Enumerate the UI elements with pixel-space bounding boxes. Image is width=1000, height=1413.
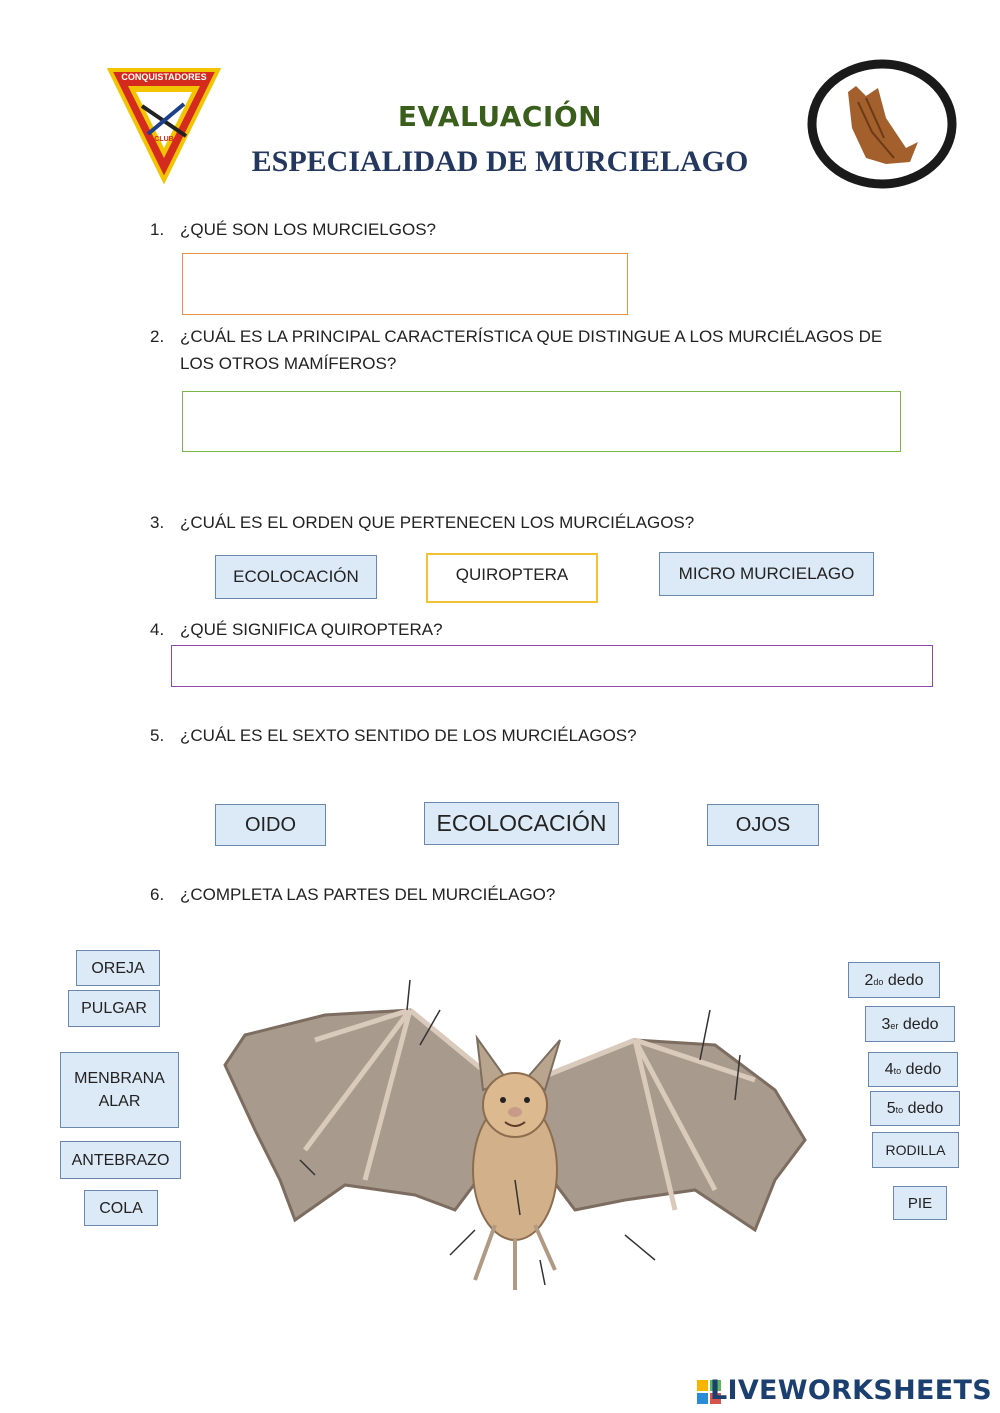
label-pulgar[interactable]: PULGAR [68,990,160,1027]
label-4to-dedo[interactable] [868,1052,958,1087]
label-suffix: do [873,976,884,987]
option-quiroptera[interactable]: QUIROPTERA [426,553,598,603]
answer-1-input[interactable] [182,253,628,315]
question-number: 2. [150,327,165,346]
page-title: EVALUACIÓN [397,100,603,133]
bat-illustration [215,970,815,1300]
label-5to-dedo[interactable] [870,1091,960,1126]
label-3er-dedo[interactable] [865,1006,955,1042]
label-num: 4 [884,1061,894,1078]
label-oreja[interactable]: OREJA [76,950,160,986]
option-micro-murcielago[interactable]: MICRO MURCIELAGO [659,552,874,596]
question-number: 1. [150,220,165,239]
label-suffix: er [890,1020,899,1031]
label-word: dedo [905,1061,942,1078]
label-num: 5 [886,1100,896,1117]
logo-text-top: CONQUISTADORES [121,72,207,82]
label-membrana-line1: MENBRANA [74,1070,165,1087]
question-text-line1: ¿CUÁL ES LA PRINCIPAL CARACTERÍSTICA QUE DISTINGUE A LOS MURCIÉLAGOS DE [180,327,883,346]
label-pie[interactable]: PIE [893,1186,947,1220]
option-ecolocacion[interactable]: ECOLOCACIÓN [215,555,377,599]
question-4 [150,616,850,643]
label-cola[interactable]: COLA [84,1190,158,1226]
label-word: dedo [907,1100,944,1117]
label-word: dedo [902,1015,939,1033]
label-word: dedo [887,971,924,989]
label-membrana-alar[interactable] [60,1052,179,1128]
label-suffix: to [895,1105,904,1115]
answer-4-input[interactable] [171,645,933,687]
question-6 [150,881,850,908]
label-suffix: to [893,1066,902,1076]
option-oido[interactable]: OIDO [215,804,326,846]
bat-badge-icon [806,58,958,190]
question-number: 5. [150,726,165,745]
footer-brand: LIVEWORKSHEETS [709,1375,992,1406]
question-number: 3. [150,513,165,532]
question-text: ¿QUÉ SON LOS MURCIELGOS? [180,220,436,239]
logo-text-bottom: CLUB [154,136,174,143]
question-3 [150,509,850,536]
question-2 [150,323,910,377]
question-text-line2: LOS OTROS MAMÍFEROS? [180,354,397,373]
option-ecolocacion-2[interactable]: ECOLOCACIÓN [424,802,619,845]
label-num: 2 [864,971,874,989]
page-subtitle: ESPECIALIDAD DE MURCIELAGO [251,145,749,178]
question-number: 6. [150,885,165,904]
label-num: 3 [881,1015,891,1033]
question-text: ¿CUÁL ES EL ORDEN QUE PERTENECEN LOS MURCIÉLAGOS? [180,513,695,532]
question-text: ¿QUÉ SIGNIFICA QUIROPTERA? [180,620,443,639]
option-ojos[interactable]: OJOS [707,804,819,846]
question-text: ¿CUÁL ES EL SEXTO SENTIDO DE LOS MURCIÉLAGOS? [180,726,637,745]
label-2do-dedo[interactable] [848,962,940,998]
label-membrana-line2: ALAR [98,1093,141,1110]
answer-2-input[interactable] [182,391,901,452]
question-5 [150,722,850,749]
label-rodilla[interactable]: RODILLA [872,1132,959,1168]
question-text: ¿COMPLETA LAS PARTES DEL MURCIÉLAGO? [180,885,556,904]
label-antebrazo[interactable]: ANTEBRAZO [60,1141,181,1179]
question-number: 4. [150,620,165,639]
question-1 [150,216,850,243]
